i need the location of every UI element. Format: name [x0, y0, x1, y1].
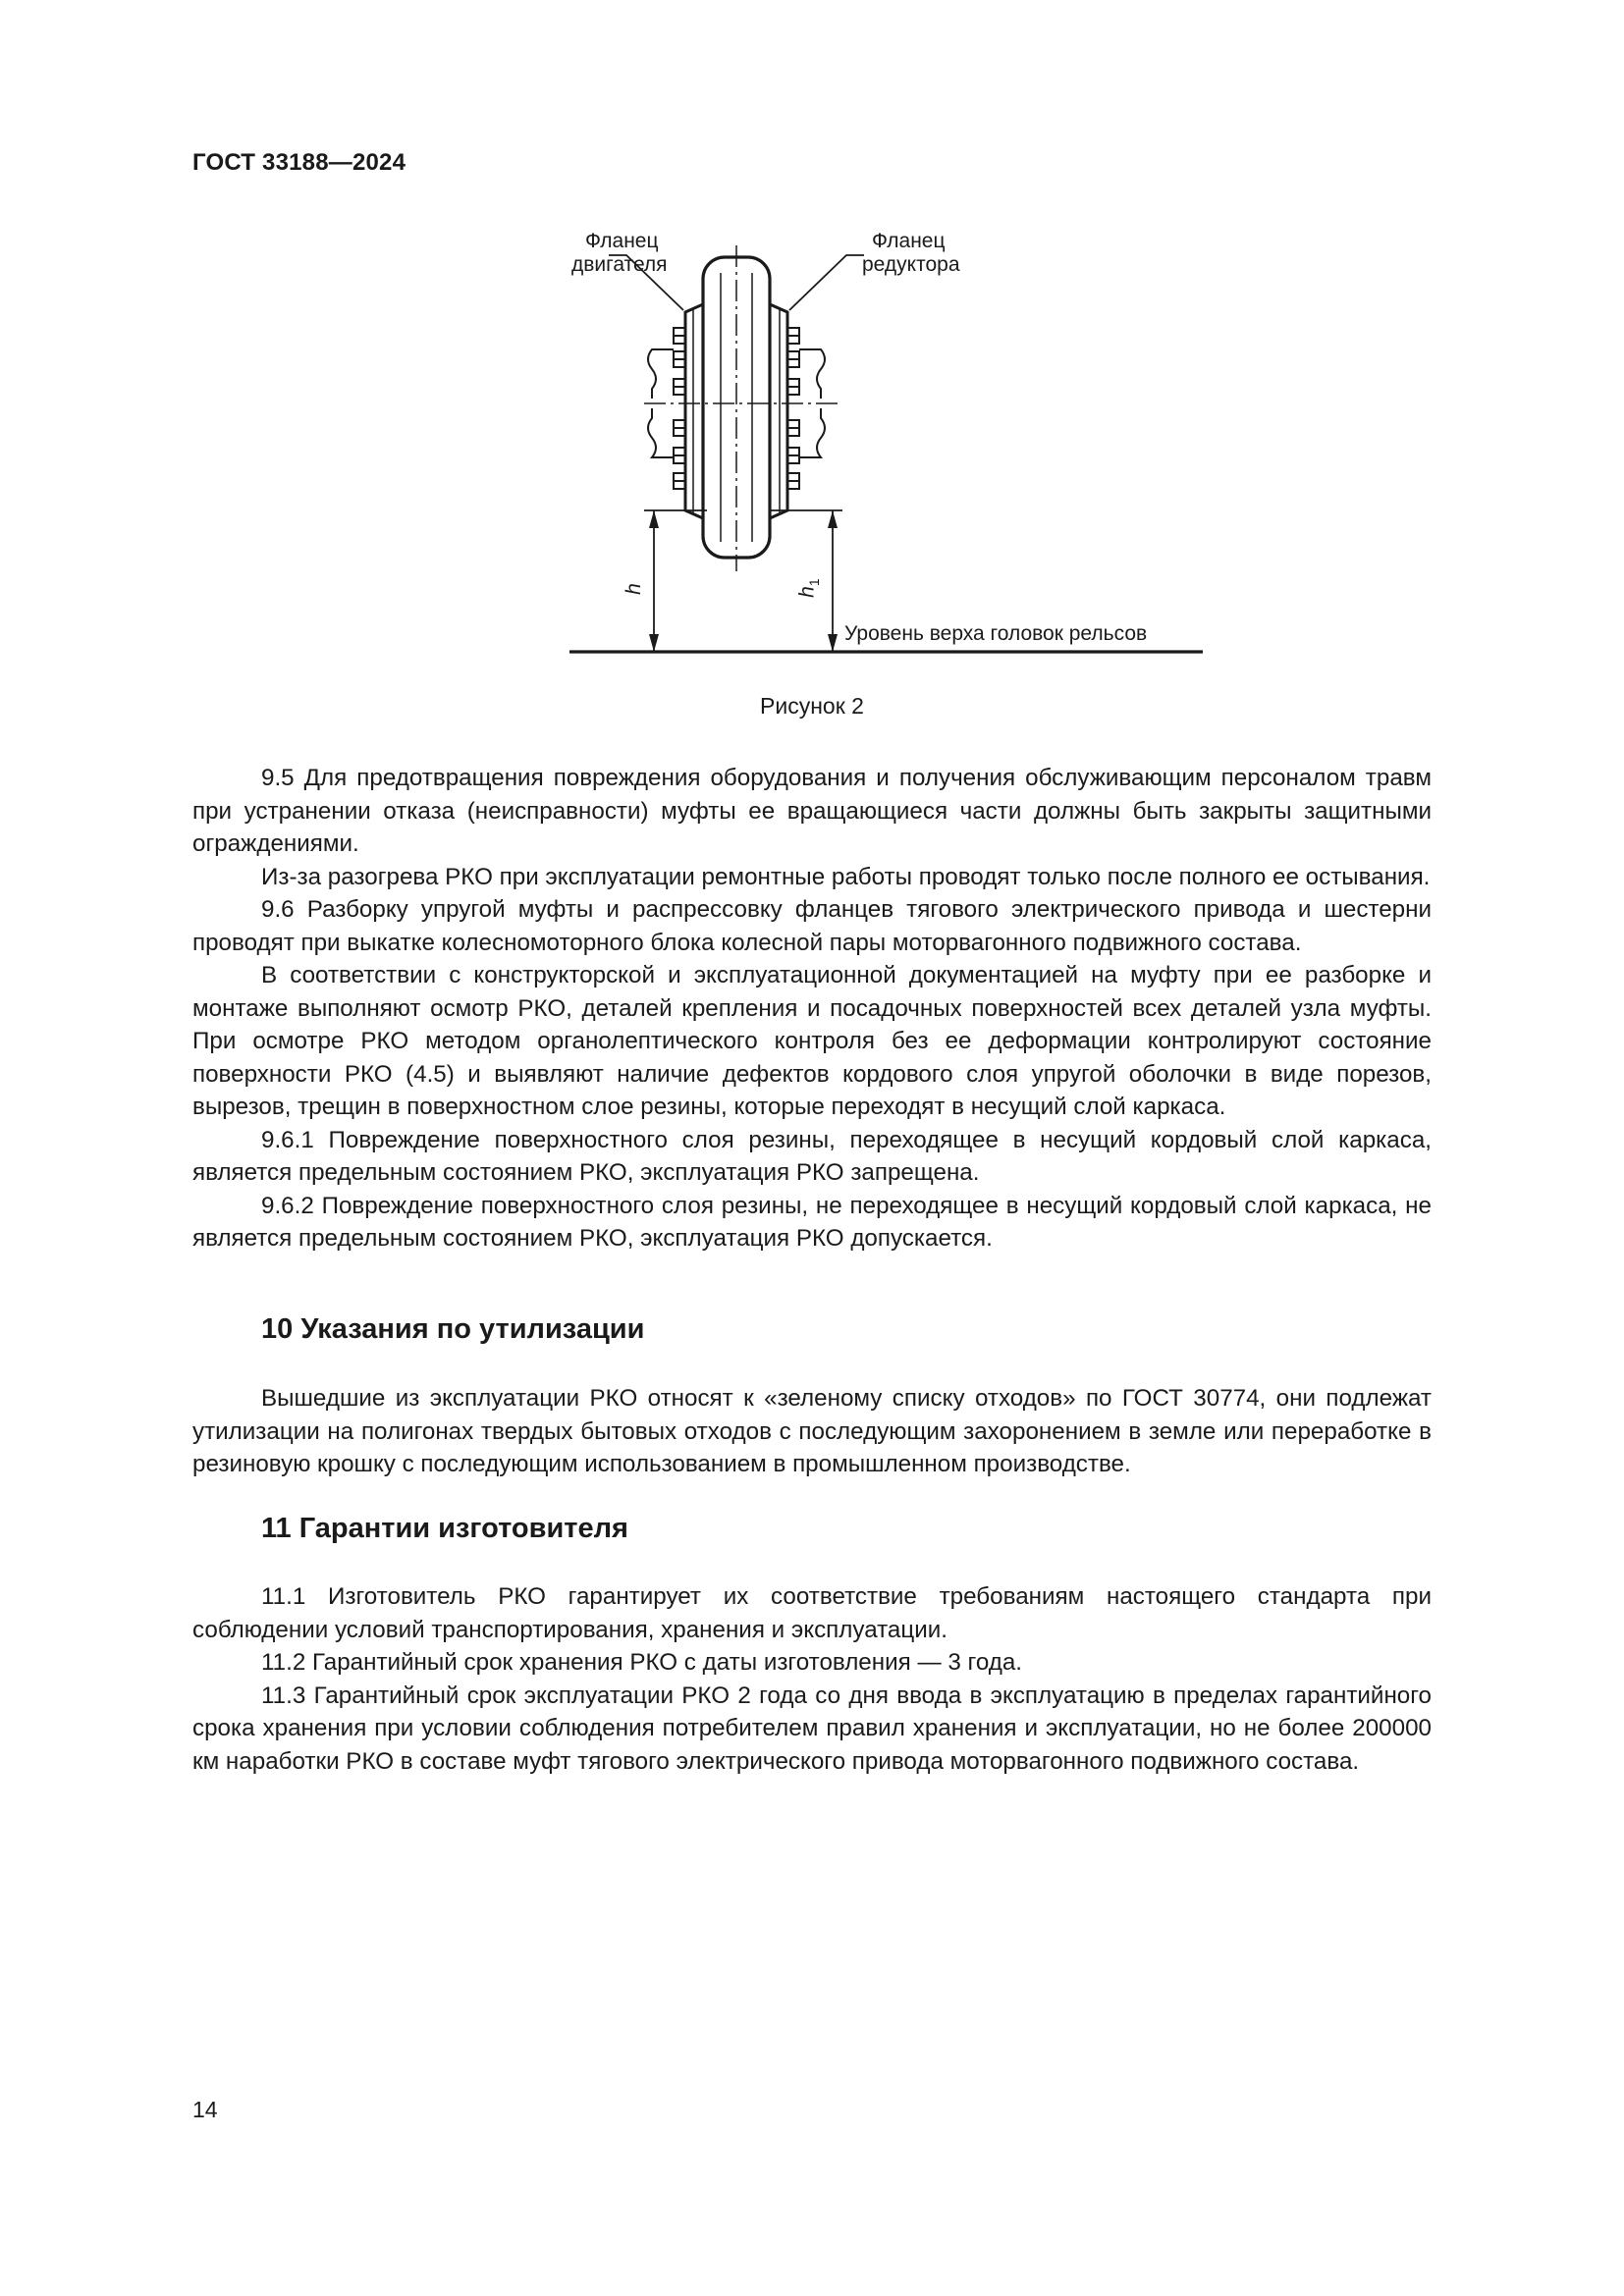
paragraph-9-6-1: 9.6.1 Повреждение поверхностного слоя резины, переходящее в несущий кордовый слой каркаса, является предельным состоянием РКО, эксплуатация РКО запрещена. — [192, 1126, 1432, 1186]
document-code: ГОСТ 33188—2024 — [192, 149, 406, 176]
section-10-text — [192, 1382, 1432, 1481]
paragraph-11-1: 11.1 Изготовитель РКО гарантирует их соответствие требованиям настоящего стандарта при соблюдении условий транспортирования, хранения и эксплуатации. — [192, 1583, 1432, 1643]
paragraph-9-6: 9.6 Разборку упругой муфты и распрессовку фланцев тягового электрического привода и шестерни проводят при выкатке колесномоторного блока колесной пары моторвагонного подвижного состава. — [192, 896, 1432, 956]
paragraph-9-5-cont: Из-за разогрева РКО при эксплуатации ремонтные работы проводят только после полного ее остывания. — [261, 863, 1431, 890]
paragraph-11-3: 11.3 Гарантийный срок эксплуатации РКО 2 года со дня ввода в эксплуатацию в пределах гарантийного срока хранения при условии соблюдения потребителем правил хранения и эксплуатации, но не более 200000 км наработки РКО в составе муфт тягового электрического привода моторвагонного подвижного состава. — [192, 1682, 1432, 1775]
engine-flange-label-line2: двигателя — [571, 253, 668, 276]
figure-caption: Рисунок 2 — [760, 693, 864, 719]
paragraph-9-6-2: 9.6.2 Повреждение поверхностного слоя резины, не переходящее в несущий кордовый слой каркаса, не является предельным состоянием РКО, эксплуатация РКО допускается. — [192, 1192, 1432, 1252]
section-11-text — [192, 1580, 1432, 1778]
paragraph-9-6-cont: В соответствии с конструкторской и эксплуатационной документацией на муфту при ее разборке и монтаже выполняют осмотр РКО, деталей крепления и посадочных поверхностей всех деталей узла муфты. При осмотре РКО методом органолептического контроля без ее деформации контролируют состояние поверхности РКО (4.5) и выявляют наличие дефектов кордового слоя упругой оболочки в виде порезов, вырезов, трещин в поверхностном слое резины, которые переходят в несущий слой каркаса. — [192, 962, 1432, 1120]
section-10-title: 10 Указания по утилизации — [261, 1313, 645, 1345]
gear-flange — [770, 304, 787, 518]
coupling-figure — [550, 216, 1218, 697]
paragraph-9-5: 9.5 Для предотвращения повреждения оборудования и получения обслуживающим персоналом травм при устранении отказа (неисправности) муфты ее вращающиеся части должны быть закрыты защитными ограждениями. — [192, 765, 1432, 857]
dimension-h-label: h — [622, 583, 645, 595]
section-9-text — [192, 762, 1432, 1255]
gear-flange-label-line1: Фланец — [872, 230, 946, 252]
gear-flange-label-line2: редуктора — [862, 253, 960, 276]
engine-flange — [685, 304, 703, 518]
engine-flange-label-line1: Фланец — [585, 230, 659, 252]
page-number: 14 — [192, 2097, 218, 2122]
paragraph-11-2: 11.2 Гарантийный срок хранения РКО с даты изготовления — 3 года. — [261, 1649, 1023, 1676]
section-11-title: 11 Гарантии изготовителя — [261, 1513, 628, 1544]
rail-level-label: Уровень верха головок рельсов — [844, 622, 1148, 645]
paragraph-10: Вышедшие из эксплуатации РКО относят к «зеленому списку отходов» по ГОСТ 30774, они подлежат утилизации на полигонах твердых бытовых отходов с последующим захоронением в земле или переработке в резиновую крошку с последующим использованием в промышленном производстве. — [192, 1385, 1432, 1477]
dimension-h1-label: $h_1$ — [795, 578, 822, 598]
